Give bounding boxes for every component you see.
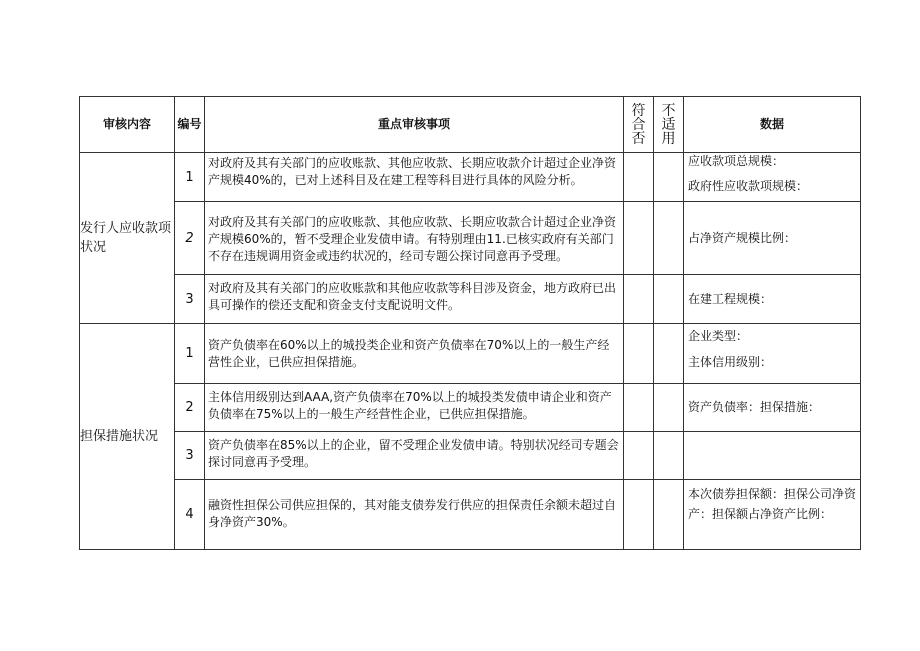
not-applicable-cell[interactable]: [654, 153, 684, 202]
data-line: 政府性应收款项规模：: [688, 179, 809, 193]
header-key-items: 重点审核事项: [205, 97, 624, 153]
row-number: 3: [175, 275, 205, 324]
data-cell: [684, 432, 861, 480]
data-line: 主体信用级别：: [688, 355, 773, 369]
row-number: 2: [175, 384, 205, 432]
review-item: 对政府及其有关部门的应收账款、其他应收款、长期应收款合计超过企业净资产规模60%的，暂不受理企业发债申请。有特别理由11.已核实政府有关部门不存在违规调用资金或违约状况的，经司专题公探讨同意再予受理。: [205, 202, 624, 275]
data-line: 企业类型：: [688, 329, 749, 343]
review-item: 对政府及其有关部门的应收账款、其他应收款、长期应收款介计超过企业净资产规模40%的，已对上述科目及在建工程等科目进行具体的风险分析。: [205, 153, 624, 202]
conform-cell[interactable]: [624, 275, 654, 324]
row-number: 1: [175, 153, 205, 202]
table-row: [80, 153, 861, 202]
header-not-applicable-cell: [654, 97, 684, 153]
header-number: 编号: [175, 97, 205, 153]
data-line: 占净资产规模比例：: [688, 230, 797, 245]
data-cell: [684, 153, 861, 202]
review-item: 资产负债率在85%以上的企业，留不受理企业发债申请。特别状况经司专题会探讨同意再予受理。: [205, 432, 624, 480]
not-applicable-cell[interactable]: [654, 480, 684, 550]
not-applicable-cell[interactable]: [654, 432, 684, 480]
review-item: 资产负债率在60%以上的城投类企业和资产负债率在70%以上的一般生产经营性企业，已供应担保措施。: [205, 324, 624, 384]
table-row: [80, 202, 861, 275]
header-conform: 符合否: [631, 102, 646, 147]
header-content: 审核内容: [80, 97, 175, 153]
data-cell: [684, 275, 861, 324]
conform-cell[interactable]: [624, 384, 654, 432]
data-line: 应收款项总规模：: [688, 154, 785, 168]
conform-cell[interactable]: [624, 153, 654, 202]
table-row: [80, 480, 861, 550]
row-number: 3: [175, 432, 205, 480]
not-applicable-cell[interactable]: [654, 202, 684, 275]
table-row: [80, 432, 861, 480]
conform-cell[interactable]: [624, 480, 654, 550]
data-line: 资产负债率：担保措施：: [688, 400, 821, 414]
data-line: 在建工程规模：: [688, 291, 773, 306]
header-not-applicable: 不适用: [661, 102, 676, 147]
data-cell: [684, 324, 861, 384]
conform-cell[interactable]: [624, 202, 654, 275]
data-cell: [684, 202, 861, 275]
review-item: 融资性担保公司供应担保的，其对能支债券发行供应的担保责任余额未超过自身净资产30%。: [205, 480, 624, 550]
category-receivables: 发行人应收款项状况: [80, 153, 175, 324]
header-row: [80, 97, 861, 153]
review-item: 主体信用级别达到AAA,资产负债率在70%以上的城投类发债申请企业和资产负债率在75%以上的一般生产经营性企业，已供应担保措施。: [205, 384, 624, 432]
data-cell: [684, 480, 861, 550]
header-data: 数据: [684, 97, 861, 153]
review-item: 对政府及其有关部门的应收账款和其他应收款等科目涉及资金，地方政府已出具可操作的偿还支配和资金支付支配说明文件。: [205, 275, 624, 324]
table-row: [80, 324, 861, 384]
data-line: 本次债券担保额：担保公司净资产：担保额占净资产比例：: [688, 487, 857, 521]
not-applicable-cell[interactable]: [654, 324, 684, 384]
not-applicable-cell[interactable]: [654, 275, 684, 324]
table-row: [80, 275, 861, 324]
table-row: [80, 384, 861, 432]
data-cell: [684, 384, 861, 432]
not-applicable-cell[interactable]: [654, 384, 684, 432]
row-number: 4: [175, 480, 205, 550]
conform-cell[interactable]: [624, 324, 654, 384]
row-number: 2: [175, 202, 205, 275]
conform-cell[interactable]: [624, 432, 654, 480]
category-guarantee: 担保措施状况: [80, 324, 175, 550]
row-number: 1: [175, 324, 205, 384]
header-conform-cell: [624, 97, 654, 153]
review-table: [79, 96, 861, 550]
